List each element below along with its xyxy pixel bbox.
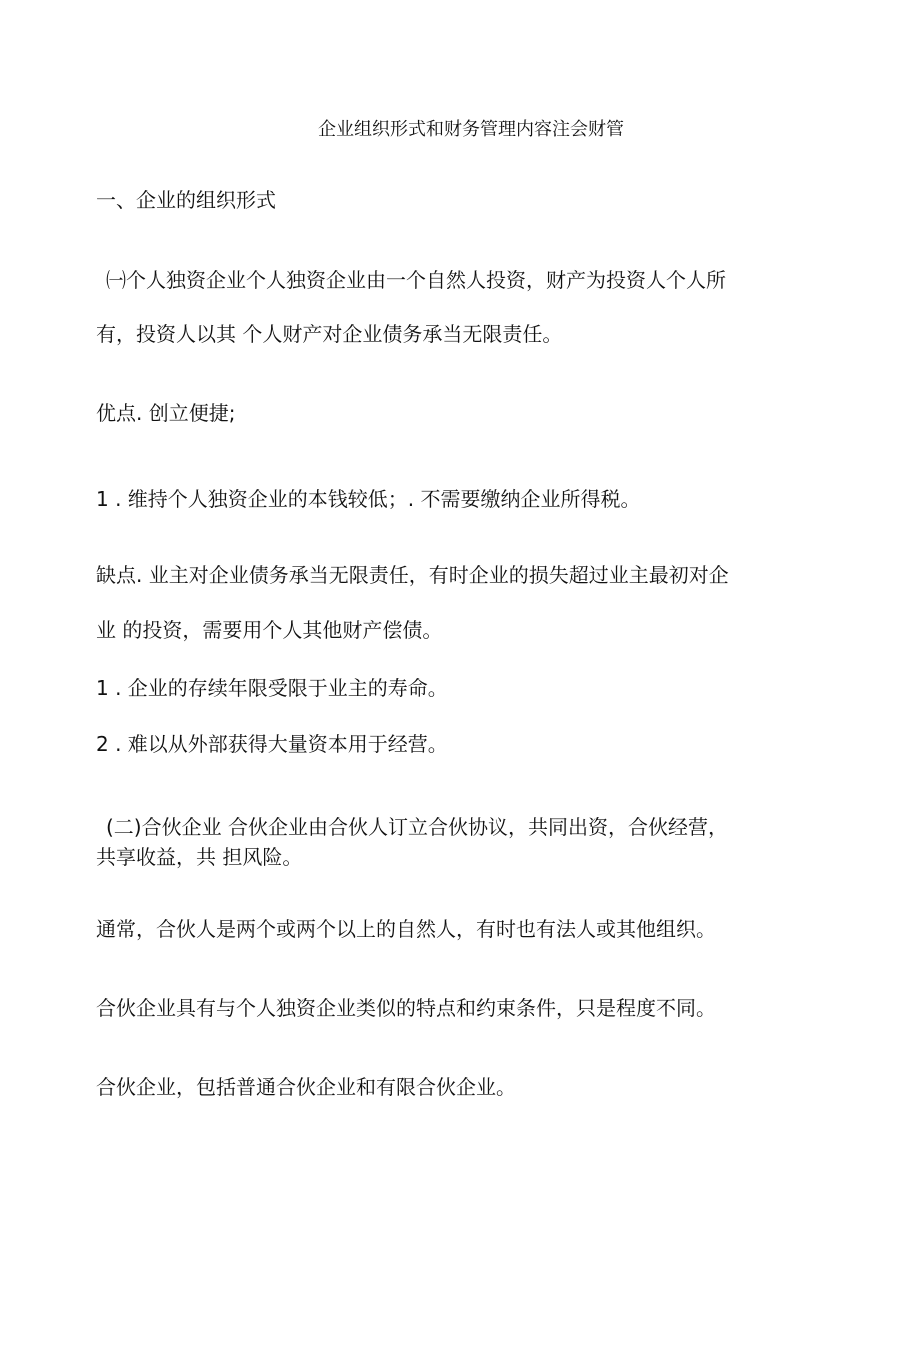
partnership-intro-line-2: 共享收益，共 担风险。 — [96, 845, 303, 869]
partnership-paragraph-2: 合伙企业具有与个人独资企业类似的特点和约束条件，只是程度不同。 — [96, 996, 716, 1020]
section-heading: 一、企业的组织形式 — [96, 188, 276, 212]
disadvantage-item-2: 2 . 难以从外部获得大量资本用于经营。 — [96, 732, 448, 756]
advantages-label: 优点. 创立便捷; — [96, 401, 236, 425]
partnership-paragraph-3: 合伙企业，包括普通合伙企业和有限合伙企业。 — [96, 1075, 516, 1099]
partnership-paragraph-1: 通常，合伙人是两个或两个以上的自然人，有时也有法人或其他组织。 — [96, 917, 716, 941]
advantages-item: 1 . 维持个人独资企业的本钱较低；. 不需要缴纳企业所得税。 — [96, 487, 641, 511]
disadvantage-item-1: 1 . 企业的存续年限受限于业主的寿命。 — [96, 676, 448, 700]
disadvantages-line-2: 业 的投资，需要用个人其他财产偿债。 — [96, 618, 443, 642]
disadvantages-line-1: 缺点. 业主对企业债务承当无限责任，有时企业的损失超过业主最初对企 — [96, 563, 729, 587]
document-title: 企业组织形式和财务管理内容注会财管 — [318, 119, 624, 140]
sole-proprietorship-intro-line-2: 有，投资人以其 个人财产对企业债务承当无限责任。 — [96, 322, 563, 346]
partnership-intro-line-1: (二)合伙企业 合伙企业由合伙人订立合伙协议，共同出资，合伙经营， — [106, 815, 728, 839]
sole-proprietorship-intro-line-1: ㈠个人独资企业个人独资企业由一个自然人投资，财产为投资人个人所 — [106, 268, 726, 292]
